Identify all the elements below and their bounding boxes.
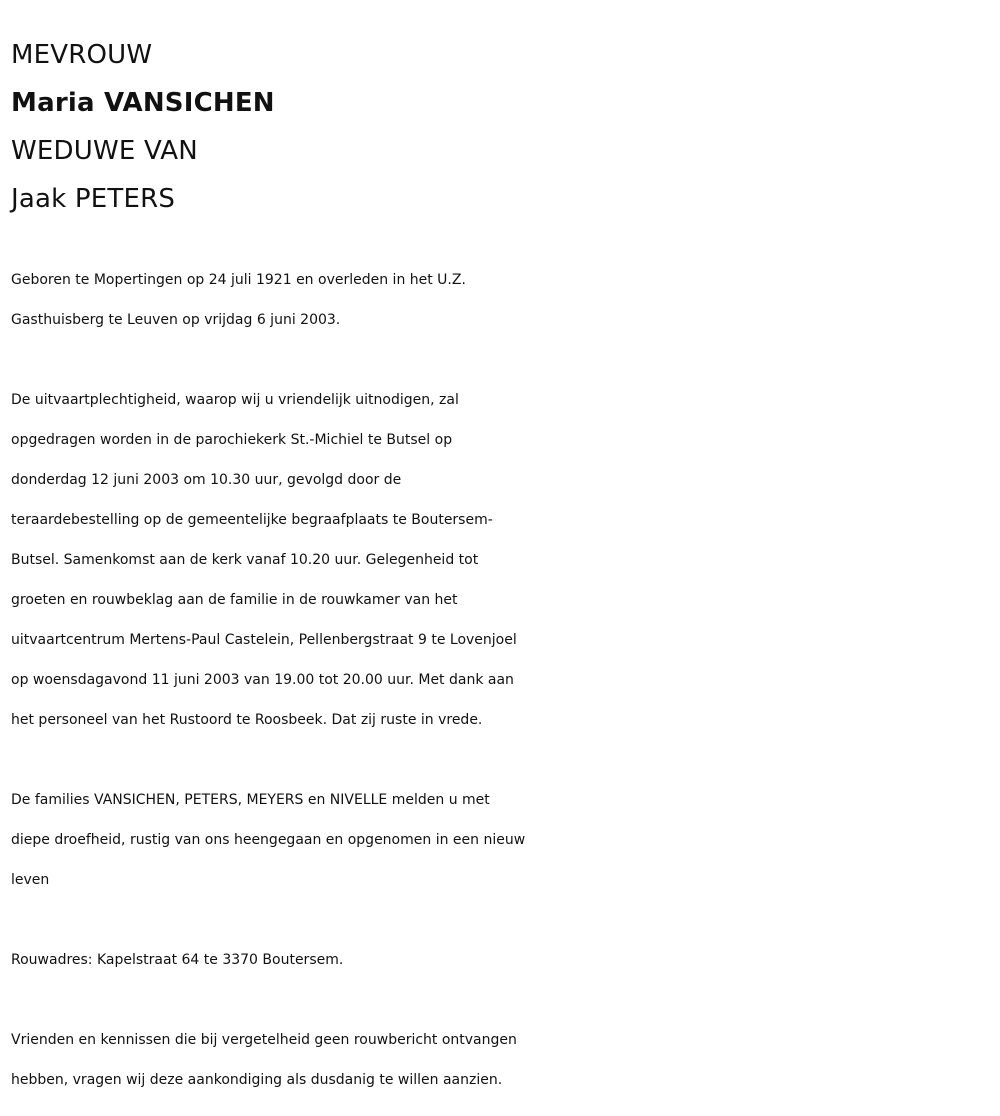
paragraph-families: [11, 780, 991, 900]
text-line: Geboren te Mopertingen op 24 juli 1921 en overleden in het U.Z.: [11, 272, 466, 288]
text-line: Butsel. Samenkomst aan de kerk vanaf 10.20 uur. Gelegenheid tot: [11, 552, 479, 568]
text-line: donderdag 12 juni 2003 om 10.30 uur, gevolgd door de: [11, 472, 402, 488]
paragraph-birth-death: [11, 260, 991, 340]
text-line: leven: [11, 872, 50, 888]
text-line: op woensdagavond 11 juni 2003 van 19.00 tot 20.00 uur. Met dank aan: [11, 672, 514, 688]
spouse-name: Jaak PETERS: [11, 184, 176, 214]
text-line: Rouwadres: Kapelstraat 64 te 3370 Boutersem.: [11, 952, 344, 968]
deceased-name: Maria VANSICHEN: [11, 88, 275, 118]
text-line: teraardebestelling op de gemeentelijke begraafplaats te Boutersem-: [11, 512, 493, 528]
text-line: Vrienden en kennissen die bij vergetelheid geen rouwbericht ontvangen: [11, 1032, 517, 1048]
text-line: het personeel van het Rustoord te Roosbeek. Dat zij ruste in vrede.: [11, 712, 483, 728]
text-line: uitvaartcentrum Mertens-Paul Castelein, Pellenbergstraat 9 te Lovenjoel: [11, 632, 517, 648]
relation-label: WEDUWE VAN: [11, 136, 198, 166]
text-line: opgedragen worden in de parochiekerk St.-Michiel te Butsel op: [11, 432, 453, 448]
title-prefix: MEVROUW: [11, 40, 153, 70]
text-line: hebben, vragen wij deze aankondiging als dusdanig te willen aanzien.: [11, 1072, 503, 1088]
text-line: Gasthuisberg te Leuven op vrijdag 6 juni 2003.: [11, 312, 341, 328]
text-line: diepe droefheid, rustig van ons heengegaan en opgenomen in een nieuw: [11, 832, 526, 848]
paragraph-notice: [11, 1020, 991, 1100]
paragraph-address: [11, 940, 991, 980]
text-line: groeten en rouwbeklag aan de familie in de rouwkamer van het: [11, 592, 458, 608]
text-line: De families VANSICHEN, PETERS, MEYERS en NIVELLE melden u met: [11, 792, 490, 808]
paragraph-funeral: [11, 380, 991, 740]
text-line: De uitvaartplechtigheid, waarop wij u vriendelijk uitnodigen, zal: [11, 392, 459, 408]
